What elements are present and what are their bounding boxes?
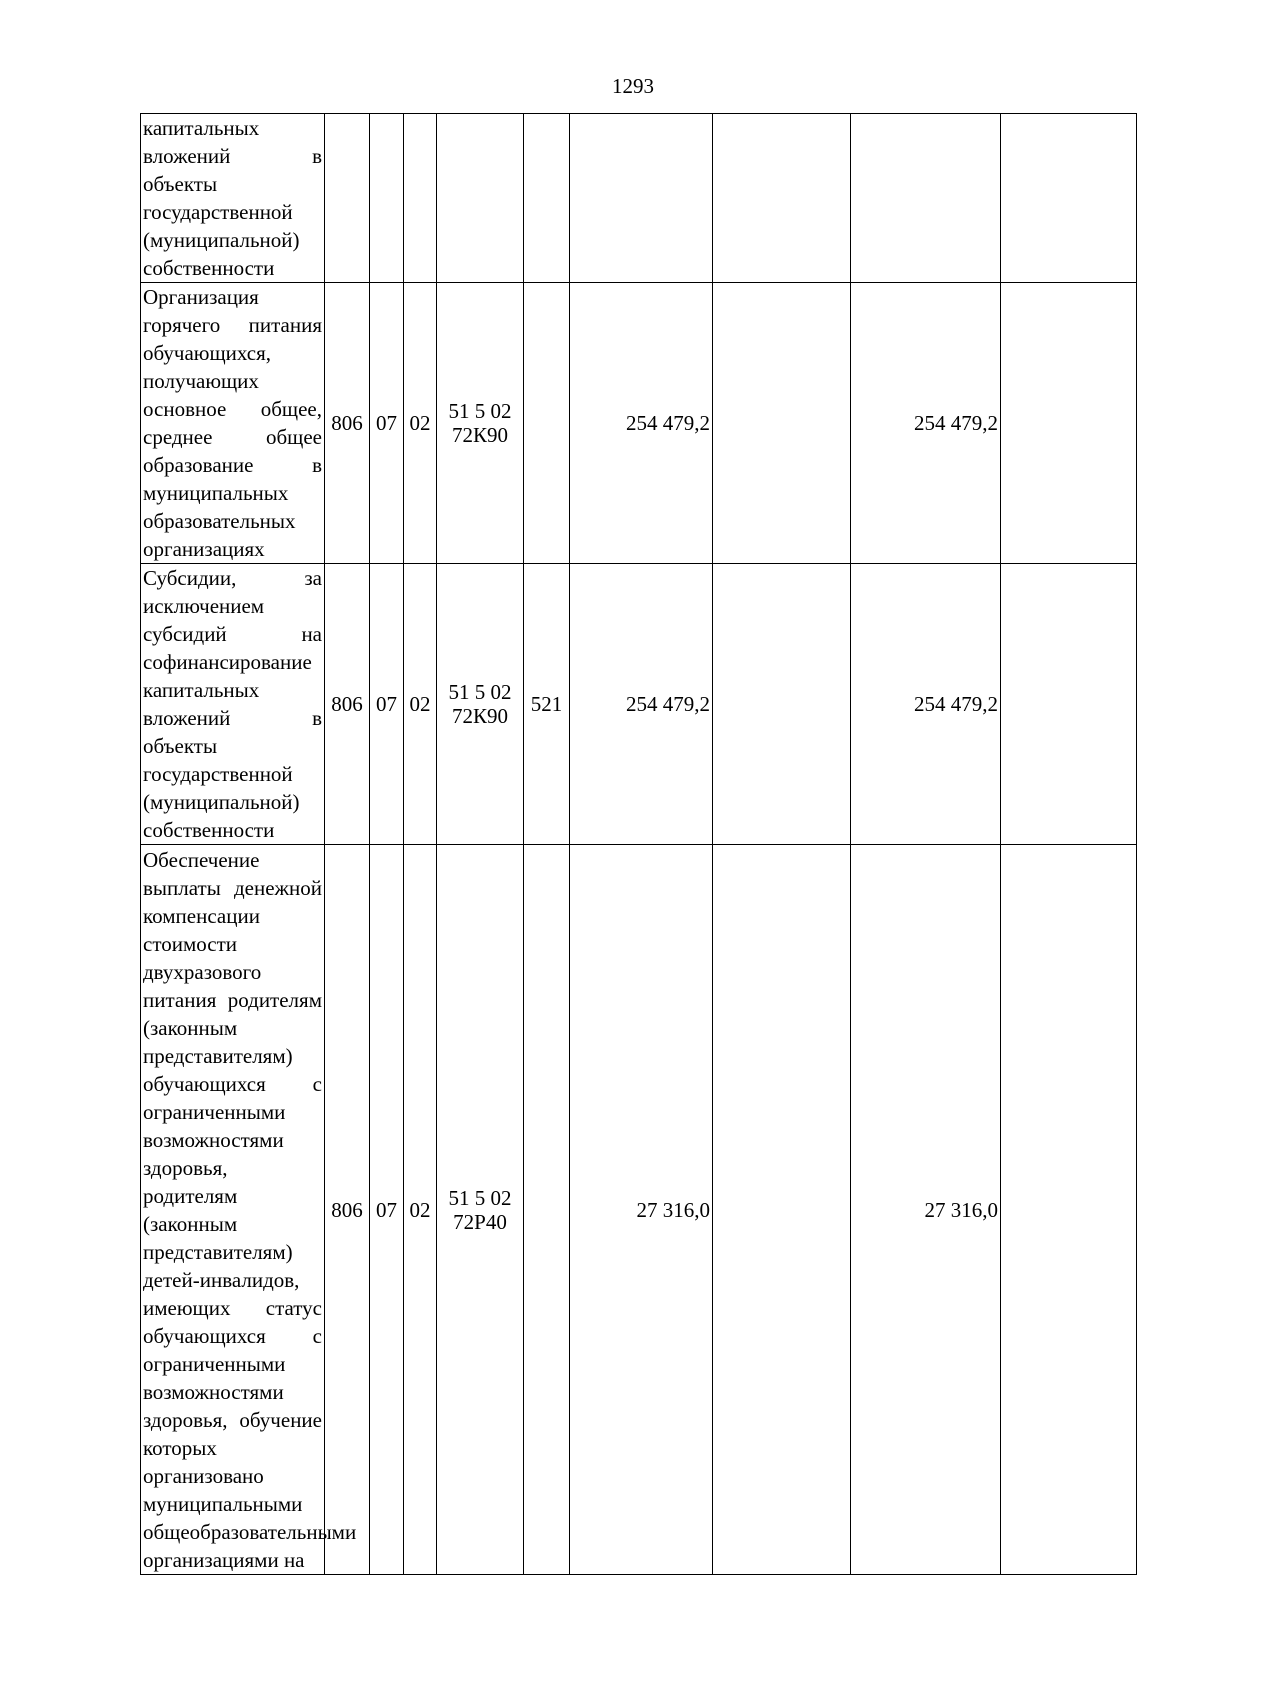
amount-col2	[713, 283, 851, 564]
amount-col3: 254 479,2	[851, 283, 1001, 564]
amount-col3	[851, 114, 1001, 283]
amount-col2	[713, 845, 851, 1575]
expense-type-code	[524, 845, 570, 1575]
subsection-code: 02	[404, 564, 437, 845]
ministry-code: 806	[325, 283, 370, 564]
amount-col4	[1001, 114, 1137, 283]
amount-total: 254 479,2	[570, 283, 713, 564]
target-article: 51 5 02 72Р40	[437, 845, 524, 1575]
row-description: Обеспечение выплаты денежной компенсации стоимости двухразового питания родителям (законным представителям) обучающихся с ограниченными возможностями здоровья, родителям (законным представителям) детей-инвалидов, имеющих статус обучающихся с ограниченными возможностями здоровья, обучение которых организовано муниципальными общеобразовательными организациями на	[141, 845, 325, 1575]
section-code: 07	[370, 845, 404, 1575]
section-code	[370, 114, 404, 283]
budget-table	[140, 113, 1137, 1575]
amount-col2	[713, 114, 851, 283]
subsection-code	[404, 114, 437, 283]
expense-type-code: 521	[524, 564, 570, 845]
ministry-code	[325, 114, 370, 283]
amount-total	[570, 114, 713, 283]
ministry-code: 806	[325, 564, 370, 845]
row-description: Организация горячего питания обучающихся, получающих основное общее, среднее общее образование в муниципальных образовательных организациях	[141, 283, 325, 564]
section-code: 07	[370, 283, 404, 564]
table-row	[141, 283, 1137, 564]
amount-col2	[713, 564, 851, 845]
ministry-code: 806	[325, 845, 370, 1575]
expense-type-code	[524, 283, 570, 564]
table-row	[141, 564, 1137, 845]
amount-col4	[1001, 845, 1137, 1575]
amount-total: 27 316,0	[570, 845, 713, 1575]
target-article	[437, 114, 524, 283]
subsection-code: 02	[404, 283, 437, 564]
amount-total: 254 479,2	[570, 564, 713, 845]
section-code: 07	[370, 564, 404, 845]
amount-col3: 254 479,2	[851, 564, 1001, 845]
amount-col4	[1001, 283, 1137, 564]
amount-col4	[1001, 564, 1137, 845]
row-description: Субсидии, за исключением субсидий на софинансирование капитальных вложений в объекты государственной (муниципальной) собственности	[141, 564, 325, 845]
page-number: 1293	[612, 74, 654, 98]
table-row	[141, 845, 1137, 1575]
row-description: капитальных вложений в объекты государственной (муниципальной) собственности	[141, 114, 325, 283]
subsection-code: 02	[404, 845, 437, 1575]
expense-type-code	[524, 114, 570, 283]
target-article: 51 5 02 72К90	[437, 283, 524, 564]
target-article: 51 5 02 72К90	[437, 564, 524, 845]
amount-col3: 27 316,0	[851, 845, 1001, 1575]
table-row	[141, 114, 1137, 283]
